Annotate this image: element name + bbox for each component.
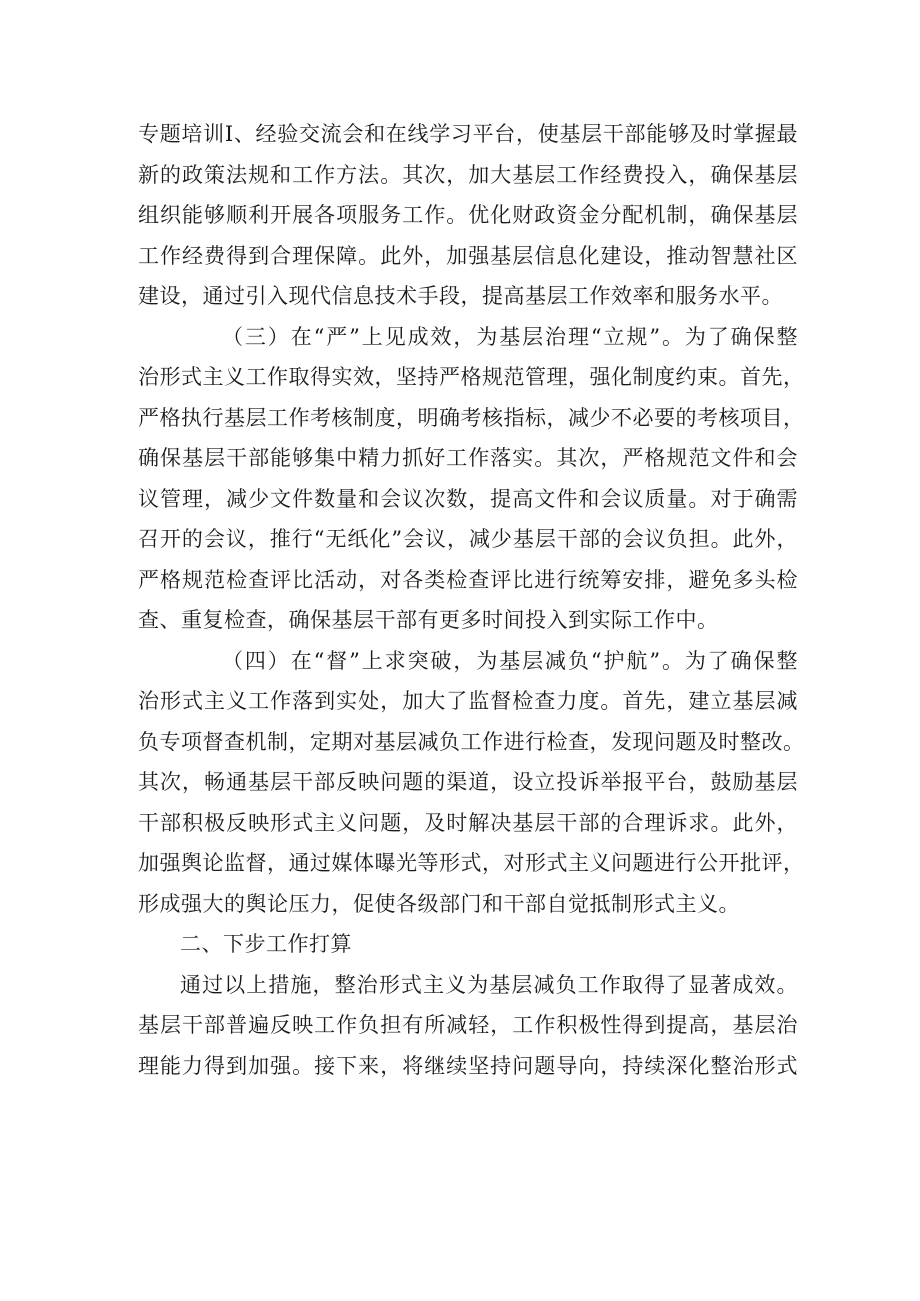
text-line: 治形式主义工作落到实处，加大了监督检查力度。首先，建立基层减 xyxy=(138,689,798,713)
text-line: 工作经费得到合理保障。此外，加强基层信息化建设，推动智慧社区 xyxy=(138,243,798,268)
text-line: 干部积极反映形式主义问题，及时解决基层干部的合理诉求。此外， xyxy=(138,810,798,835)
text-line: 加强舆论监督，通过媒体曝光等形式，对形式主义问题进行公开批评， xyxy=(138,851,805,875)
text-line: 新的政策法规和工作方法。其次，加大基层工作经费投入，确保基层 xyxy=(138,162,798,187)
text-line: 严格执行基层工作考核制度，明确考核指标，减少不必要的考核项目， xyxy=(138,405,805,430)
text-line: （三）在“严”上见成效，为基层治理“立规”。为了确保整 xyxy=(222,324,798,349)
text-line: 议管理，减少文件数量和会议次数，提高文件和会议质量。对于确需 xyxy=(138,486,798,511)
text-line: 严格规范检查评比活动，对各类检查评比进行统筹安排，避免多头检 xyxy=(138,567,798,592)
text-line: 专题培训I、经验交流会和在线学习平台，使基层干部能够及时掌握最 xyxy=(138,122,798,146)
text-line: 二、下步工作打算 xyxy=(180,932,352,956)
text-line: 通过以上措施，整治形式主义为基层减负工作取得了显著成效。 xyxy=(180,972,798,997)
text-line: 确保基层干部能够集中精力抓好工作落实。其次，严格规范文件和会 xyxy=(138,446,798,470)
text-line: 查、重复检查，确保基层干部有更多时间投入到实际工作中。 xyxy=(138,608,719,632)
text-line: 组织能够顺利开展各项服务工作。优化财政资金分配机制，确保基层 xyxy=(138,203,798,227)
document-body-text xyxy=(138,114,805,1086)
text-line: 建设，通过引入现代信息技术手段，提高基层工作效率和服务水平。 xyxy=(138,284,783,308)
text-line: 负专项督查机制，定期对基层减负工作进行检查，发现问题及时整改。 xyxy=(138,729,805,754)
text-line: 形成强大的舆论压力，促使各级部门和干部自觉抵制形式主义。 xyxy=(138,891,740,916)
text-line: （四）在“督”上求突破，为基层减负“护航”。为了确保整 xyxy=(222,648,798,673)
text-line: 召开的会议，推行“无纸化”会议，减少基层干部的会议负担。此外， xyxy=(138,527,798,551)
text-line: 基层干部普遍反映工作负担有所减轻，工作积极性得到提高，基层治 xyxy=(138,1013,798,1037)
text-line: 其次，畅通基层干部反映问题的渠道，设立投诉举报平台，鼓励基层 xyxy=(138,770,798,794)
text-line: 理能力得到加强。接下来，将继续坚持问题导向，持续深化整治形式 xyxy=(138,1053,798,1078)
text-line: 治形式主义工作取得实效，坚持严格规范管理，强化制度约束。首先， xyxy=(138,365,805,389)
